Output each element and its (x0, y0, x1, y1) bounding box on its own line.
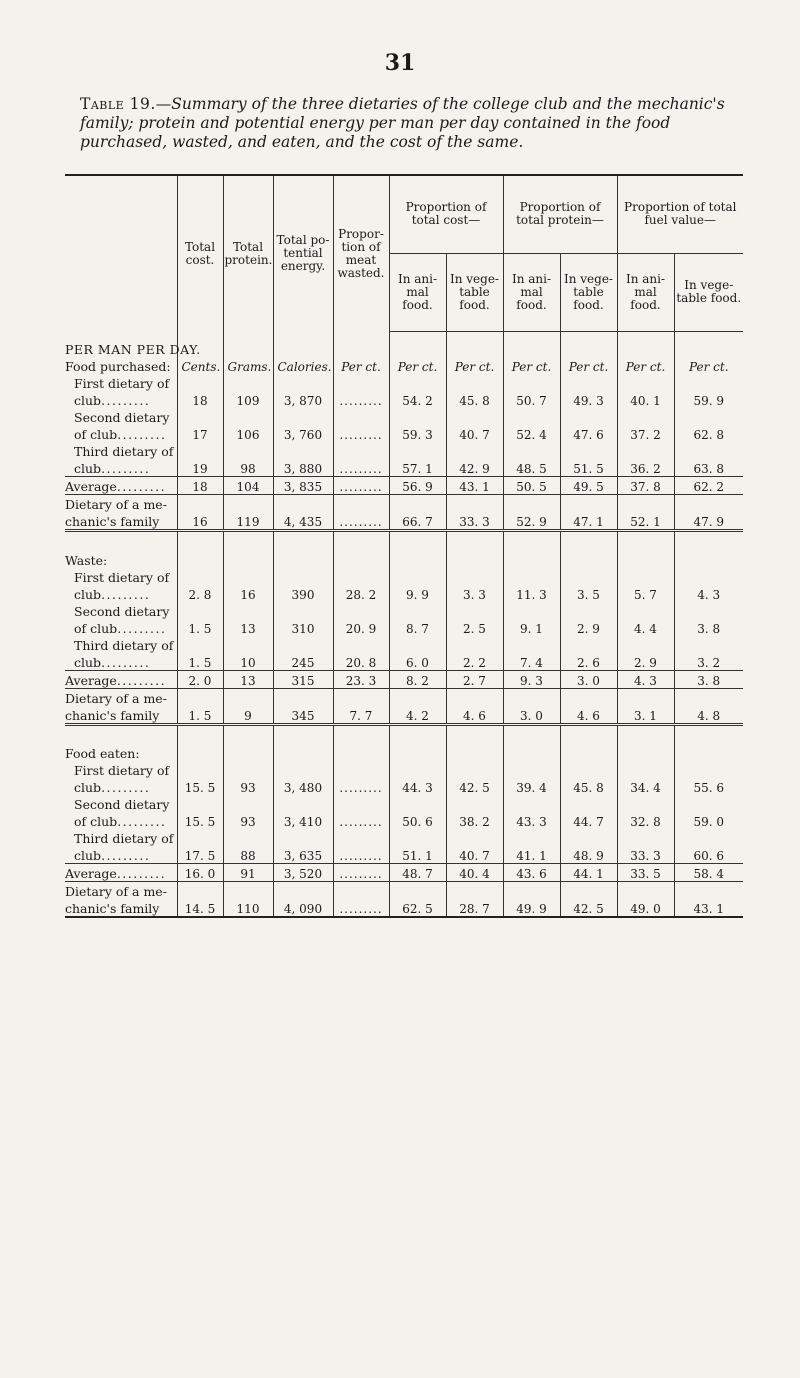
table-cell: 56. 9 (389, 477, 446, 495)
section-title: Food eaten: (65, 746, 140, 761)
table-cell: 48. 9 (560, 846, 617, 864)
unit-pct: Per ct. (446, 357, 503, 374)
table-cell: 33. 3 (446, 512, 503, 531)
table-cell: 42. 9 (446, 459, 503, 477)
row-label (65, 864, 177, 882)
leader-dots: ......... (116, 479, 167, 494)
unit-calories: Calories. (273, 357, 333, 374)
header-cost-vegetable: In vege-table food. (446, 253, 503, 331)
table-cell: 8. 7 (389, 619, 446, 636)
caption-text: —Summary of the three dietaries of the college club and the mechanic's family; protein and potential energy per man per day contained in the food purchased, wasted, and eaten, and the cost of the same. (80, 95, 725, 151)
table-cell: 45. 8 (560, 778, 617, 795)
row-label-line (65, 882, 743, 900)
row-label: First dietary of (74, 569, 170, 585)
leader-dots: ......... (117, 427, 167, 442)
table-cell: 9. 3 (503, 670, 560, 688)
table-cell: 44. 1 (560, 864, 617, 882)
table-cell: 59. 9 (674, 391, 743, 408)
row-label (65, 899, 177, 917)
table-cell: 49. 5 (560, 477, 617, 495)
page-number: 31 (384, 50, 416, 76)
row-label-text: club (74, 848, 102, 863)
table-cell: 33. 5 (617, 864, 674, 882)
row-label-text: of club (74, 620, 118, 636)
row-label-text: Average (65, 866, 117, 881)
table-cell: 3. 8 (674, 670, 743, 688)
table-cell: 44. 7 (560, 812, 617, 829)
table-row (65, 653, 743, 671)
table-cell: 2. 8 (177, 585, 223, 602)
table-cell: 43. 3 (503, 812, 560, 829)
row-label: Second dietary (74, 603, 170, 619)
table-cell: 47. 9 (674, 512, 743, 531)
table-cell: 3, 410 (273, 812, 333, 829)
table-cell: 7. 7 (333, 706, 389, 725)
table-row (65, 585, 743, 602)
leader-dots: ......... (117, 814, 167, 829)
table-cell: 4. 3 (617, 670, 674, 688)
table-row (65, 391, 743, 408)
table-cell: 50. 7 (503, 391, 560, 408)
table-cell: 50. 5 (503, 477, 560, 495)
table-cell: 40. 7 (446, 846, 503, 864)
table-row (65, 846, 743, 864)
section-label-row (65, 331, 743, 357)
table-cell: 6. 0 (389, 653, 446, 671)
table-cell: 14. 5 (177, 899, 223, 917)
section-title-row (65, 744, 743, 761)
table-cell: 16 (223, 585, 273, 602)
table-cell: 98 (223, 459, 273, 477)
table-cell: 3. 5 (560, 585, 617, 602)
header-fuel-animal: In ani-mal food. (617, 253, 674, 331)
summary-table (65, 174, 743, 918)
section-title: Food purchased: (65, 359, 171, 374)
table-cell: 2. 9 (560, 619, 617, 636)
table-cell: 43. 1 (446, 477, 503, 495)
unit-grams: Grams. (223, 357, 273, 374)
table-cell: 9 (223, 706, 273, 725)
header-group-protein: Proportion of total protein— (503, 175, 617, 253)
table-cell: 40. 1 (617, 391, 674, 408)
table-cell: 47. 6 (560, 425, 617, 442)
leader-dots: ......... (117, 620, 167, 636)
table-cell: ......... (333, 425, 389, 442)
table-cell: 18 (177, 391, 223, 408)
row-label-line (65, 374, 743, 391)
table-cell: 60. 6 (674, 846, 743, 864)
table-cell: 11. 3 (503, 585, 560, 602)
table-cell: 3, 480 (273, 778, 333, 795)
table-cell: 37. 8 (617, 477, 674, 495)
row-label-text: of club (74, 427, 118, 442)
table-cell: 93 (223, 778, 273, 795)
row-label (65, 391, 177, 408)
leader-dots: ......... (116, 672, 167, 688)
unit-pct: Per ct. (560, 357, 617, 374)
row-label-line (65, 568, 743, 585)
row-label: Dietary of a me- (65, 882, 177, 900)
table-caption (80, 95, 740, 152)
table-cell: 4, 435 (273, 512, 333, 531)
table-cell: 55. 6 (674, 778, 743, 795)
table-cell: 36. 2 (617, 459, 674, 477)
row-label-line (65, 688, 743, 706)
table-cell: 4. 4 (617, 619, 674, 636)
table-cell: 3. 0 (503, 706, 560, 725)
leader-dots: ......... (101, 461, 151, 476)
row-label (65, 512, 177, 531)
row-label (65, 653, 177, 671)
row-label (65, 477, 177, 495)
row-label (65, 812, 177, 829)
section-gap (65, 531, 743, 551)
section-gap (65, 724, 743, 744)
table-cell: 4. 6 (560, 706, 617, 725)
table-cell: 41. 1 (503, 846, 560, 864)
table-cell: 1. 5 (177, 653, 223, 671)
table-cell: 4. 6 (446, 706, 503, 725)
unit-pct: Per ct. (503, 357, 560, 374)
table-cell: 2. 2 (446, 653, 503, 671)
table-cell: 3, 760 (273, 425, 333, 442)
unit-pct: Per ct. (674, 357, 743, 374)
table-cell: 32. 8 (617, 812, 674, 829)
leader-dots: ......... (101, 780, 151, 795)
row-label-text: chanic's family (65, 901, 160, 916)
table-cell: 3, 880 (273, 459, 333, 477)
table-cell: ......... (333, 778, 389, 795)
row-label: Second dietary (74, 797, 170, 812)
table-row (65, 864, 743, 882)
table-cell: 52. 1 (617, 512, 674, 531)
table-cell: 4. 8 (674, 706, 743, 725)
table-cell: 59. 0 (674, 812, 743, 829)
table-cell: 15. 5 (177, 778, 223, 795)
table-cell: 49. 0 (617, 899, 674, 917)
table-cell: 52. 9 (503, 512, 560, 531)
table-cell: 3. 0 (560, 670, 617, 688)
row-label-line (65, 829, 743, 846)
table-cell: 16 (177, 512, 223, 531)
row-label-text: club (74, 393, 102, 408)
header-total-cost: Total cost. (177, 175, 223, 331)
table-row (65, 512, 743, 531)
table-row (65, 899, 743, 917)
row-label-text: Average (65, 479, 117, 494)
leader-dots: ......... (101, 654, 151, 670)
table-row (65, 812, 743, 829)
table-cell: 66. 7 (389, 512, 446, 531)
table-cell: 45. 8 (446, 391, 503, 408)
header-group-cost: Proportion of total cost— (389, 175, 503, 253)
table-cell: 44. 3 (389, 778, 446, 795)
table-cell: 9. 9 (389, 585, 446, 602)
section-title-row (65, 551, 743, 568)
table-cell: 2. 9 (617, 653, 674, 671)
table-cell: 20. 8 (333, 653, 389, 671)
table-cell: 106 (223, 425, 273, 442)
header-group-fuel: Proportion of total fuel value— (617, 175, 743, 253)
table-cell: ......... (333, 512, 389, 531)
table-cell: 42. 5 (446, 778, 503, 795)
stub-header (65, 175, 177, 331)
header-protein-animal: In ani-mal food. (503, 253, 560, 331)
table-row (65, 425, 743, 442)
leader-dots: ......... (101, 586, 151, 602)
row-label (65, 425, 177, 442)
row-label-line (65, 495, 743, 513)
unit-cents: Cents. (177, 357, 223, 374)
table-cell: 17 (177, 425, 223, 442)
table-cell: 390 (273, 585, 333, 602)
table-cell: 52. 4 (503, 425, 560, 442)
table-row (65, 778, 743, 795)
table-cell: 119 (223, 512, 273, 531)
table-row (65, 706, 743, 725)
table-cell: 51. 5 (560, 459, 617, 477)
row-label-line (65, 761, 743, 778)
table-cell: 49. 9 (503, 899, 560, 917)
header-protein-vegetable: In vege-table food. (560, 253, 617, 331)
table-cell: 62. 2 (674, 477, 743, 495)
table-cell: 93 (223, 812, 273, 829)
table-row (65, 477, 743, 495)
table-cell: 3. 1 (617, 706, 674, 725)
table-cell: 33. 3 (617, 846, 674, 864)
row-label (65, 459, 177, 477)
table-cell: 3. 2 (674, 653, 743, 671)
table-cell: 2. 6 (560, 653, 617, 671)
table-cell: 1. 5 (177, 706, 223, 725)
table-cell: 3, 835 (273, 477, 333, 495)
table-cell: 315 (273, 670, 333, 688)
table-cell: 2. 5 (446, 619, 503, 636)
row-label: Third dietary of (74, 831, 174, 846)
table-cell: 28. 2 (333, 585, 389, 602)
unit-pct: Per ct. (333, 357, 389, 374)
table-cell: ......... (333, 899, 389, 917)
leader-dots: ......... (101, 848, 151, 863)
table-row (65, 619, 743, 636)
table-cell: 17. 5 (177, 846, 223, 864)
row-label-text: of club (74, 814, 118, 829)
table-cell: 15. 5 (177, 812, 223, 829)
table-cell: 4. 2 (389, 706, 446, 725)
table-cell: ......... (333, 459, 389, 477)
table-cell: 43. 1 (674, 899, 743, 917)
table-label: Table 19. (80, 95, 156, 113)
table-cell: ......... (333, 477, 389, 495)
table-cell: 19 (177, 459, 223, 477)
table-cell: 1. 5 (177, 619, 223, 636)
table-cell: 16. 0 (177, 864, 223, 882)
table-cell: 62. 8 (674, 425, 743, 442)
table-cell: 13 (223, 619, 273, 636)
row-label-line (65, 408, 743, 425)
table-cell: 91 (223, 864, 273, 882)
row-label (65, 846, 177, 864)
row-label-line (65, 602, 743, 619)
table-cell: 310 (273, 619, 333, 636)
row-label-text: Average (65, 672, 117, 688)
per-man-per-day-label: PER MAN PER DAY. (65, 342, 201, 357)
row-label: Dietary of a me- (65, 495, 177, 513)
row-label-line (65, 795, 743, 812)
table-cell: 48. 7 (389, 864, 446, 882)
table-cell: 59. 3 (389, 425, 446, 442)
row-label (65, 706, 177, 725)
table-cell: 40. 7 (446, 425, 503, 442)
table-cell: 245 (273, 653, 333, 671)
table-cell: 62. 5 (389, 899, 446, 917)
row-label-text: club (74, 654, 102, 670)
table-cell: 49. 3 (560, 391, 617, 408)
table-cell: ......... (333, 846, 389, 864)
row-label-text: chanic's family (65, 514, 160, 529)
table-cell: 54. 2 (389, 391, 446, 408)
table-cell: 88 (223, 846, 273, 864)
row-label (65, 585, 177, 602)
table-cell: 18 (177, 477, 223, 495)
table-row (65, 670, 743, 688)
table-cell: 28. 7 (446, 899, 503, 917)
leader-dots: ......... (101, 393, 151, 408)
row-label-text: club (74, 461, 102, 476)
row-label-text: club (74, 780, 102, 795)
table-cell: 3, 520 (273, 864, 333, 882)
header-total-protein: Total protein. (223, 175, 273, 331)
table-cell: 3, 635 (273, 846, 333, 864)
row-label-text: chanic's family (65, 707, 160, 723)
table-cell: 9. 1 (503, 619, 560, 636)
unit-pct: Per ct. (389, 357, 446, 374)
row-label: First dietary of (74, 376, 170, 391)
table-cell: 13 (223, 670, 273, 688)
row-label (65, 778, 177, 795)
table-cell: 57. 1 (389, 459, 446, 477)
table-row (65, 459, 743, 477)
table-cell: 42. 5 (560, 899, 617, 917)
table-cell: 3. 3 (446, 585, 503, 602)
table-cell: 47. 1 (560, 512, 617, 531)
section-title: Waste: (65, 552, 108, 568)
table-cell: 51. 1 (389, 846, 446, 864)
table-cell: 34. 4 (617, 778, 674, 795)
table-cell: ......... (333, 812, 389, 829)
row-label: Third dietary of (74, 637, 174, 653)
table-cell: 23. 3 (333, 670, 389, 688)
row-label-line (65, 442, 743, 459)
table-cell: 63. 8 (674, 459, 743, 477)
row-label: Second dietary (74, 410, 170, 425)
header-total-energy: Total po-tential energy. (273, 175, 333, 331)
row-label-line (65, 636, 743, 653)
table-cell: 40. 4 (446, 864, 503, 882)
table-cell: 7. 4 (503, 653, 560, 671)
table-cell: 5. 7 (617, 585, 674, 602)
unit-pct: Per ct. (617, 357, 674, 374)
table-cell: 43. 6 (503, 864, 560, 882)
table-cell: 37. 2 (617, 425, 674, 442)
table-cell: 8. 2 (389, 670, 446, 688)
units-row (65, 357, 743, 374)
row-label (65, 670, 177, 688)
row-label: First dietary of (74, 763, 170, 778)
table-cell: 10 (223, 653, 273, 671)
header-cost-animal: In ani-mal food. (389, 253, 446, 331)
table-cell: ......... (333, 391, 389, 408)
table-cell: 110 (223, 899, 273, 917)
table-cell: 2. 0 (177, 670, 223, 688)
row-label-text: club (74, 586, 102, 602)
table-cell: 3. 8 (674, 619, 743, 636)
table-cell: ......... (333, 864, 389, 882)
table-cell: 58. 4 (674, 864, 743, 882)
table-cell: 4. 3 (674, 585, 743, 602)
row-label: Dietary of a me- (65, 688, 177, 706)
row-label (65, 619, 177, 636)
table-cell: 20. 9 (333, 619, 389, 636)
table-cell: 3, 870 (273, 391, 333, 408)
header-meat-wasted: Propor-tion of meat wasted. (333, 175, 389, 331)
table-cell: 104 (223, 477, 273, 495)
table-cell: 50. 6 (389, 812, 446, 829)
table-cell: 38. 2 (446, 812, 503, 829)
row-label: Third dietary of (74, 444, 174, 459)
table-cell: 48. 5 (503, 459, 560, 477)
leader-dots: ......... (116, 866, 167, 881)
table-cell: 39. 4 (503, 778, 560, 795)
table-cell: 109 (223, 391, 273, 408)
table-cell: 345 (273, 706, 333, 725)
table-cell: 2. 7 (446, 670, 503, 688)
table-cell: 4, 090 (273, 899, 333, 917)
header-fuel-vegetable: In vege-table food. (674, 253, 743, 331)
